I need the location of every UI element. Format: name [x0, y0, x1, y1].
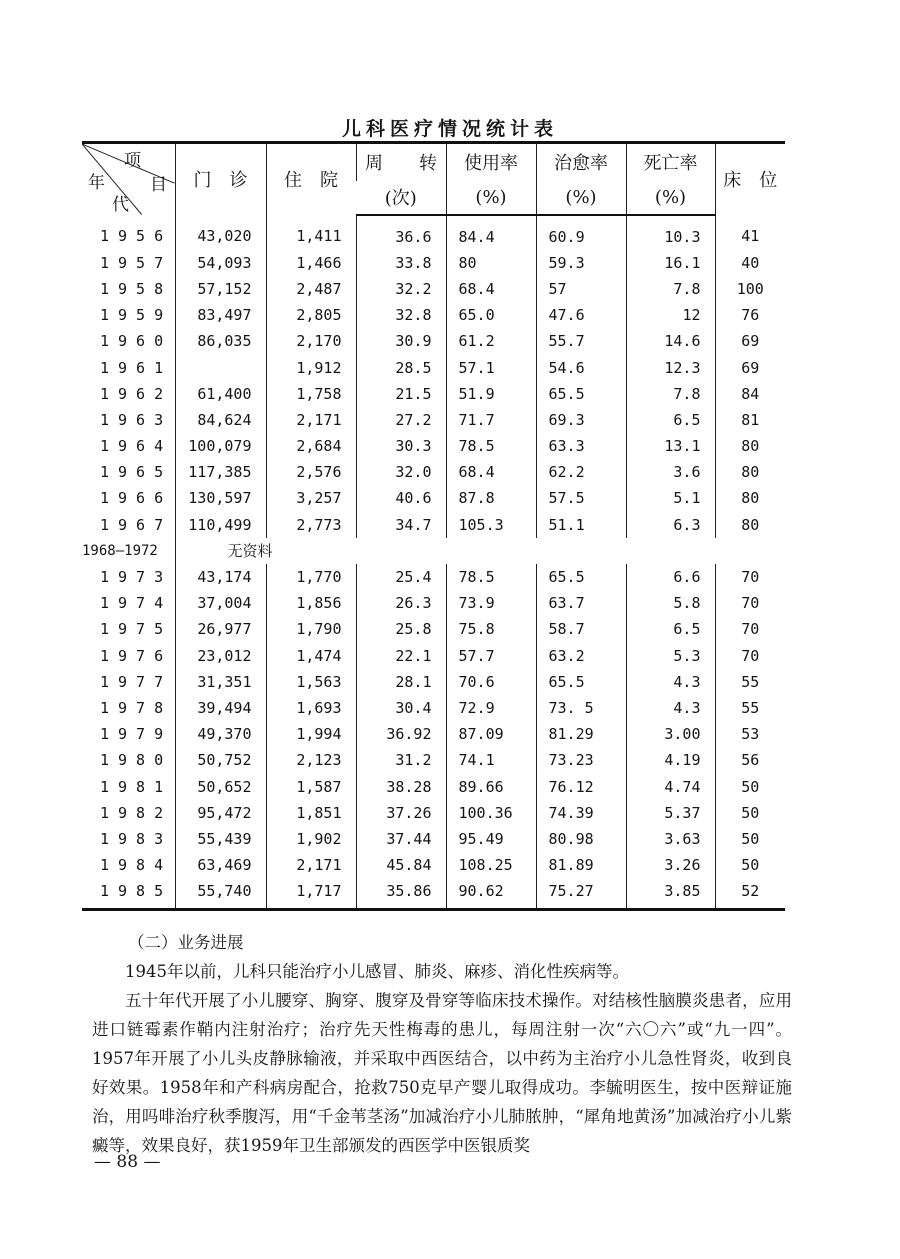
- year-cell: 1956: [100, 227, 173, 246]
- year-cell: 1978: [100, 698, 173, 717]
- table-row: [82, 433, 785, 459]
- value-cell: 40: [715, 250, 785, 276]
- value-cell: 50: [715, 800, 785, 826]
- year-cell: 1983: [100, 829, 173, 848]
- year-cell: 1976: [100, 646, 173, 665]
- year-cell: 1966: [100, 489, 173, 508]
- value-cell: 65.5: [536, 564, 626, 590]
- value-cell: 1,770: [266, 564, 356, 590]
- value-cell: 2,487: [266, 276, 356, 302]
- value-cell: 26.3: [356, 590, 446, 616]
- value-cell: 61.2: [446, 328, 536, 354]
- table-row: [82, 800, 785, 826]
- value-cell: 4.19: [626, 747, 715, 773]
- value-cell: 25.8: [356, 616, 446, 642]
- value-cell: 100.36: [446, 800, 536, 826]
- value-cell: 65.0: [446, 302, 536, 328]
- year-cell: 1957: [100, 253, 173, 272]
- value-cell: 70: [715, 643, 785, 669]
- year-cell: 1980: [100, 751, 173, 770]
- year-cell: 1975: [100, 620, 173, 639]
- value-cell: 6.3: [626, 512, 715, 538]
- value-cell: 84.4: [446, 215, 536, 250]
- value-cell: 55,740: [175, 878, 266, 910]
- value-cell: 75.27: [536, 878, 626, 910]
- value-cell: 87.09: [446, 721, 536, 747]
- value-cell: 30.3: [356, 433, 446, 459]
- corner-label-year: 年: [88, 173, 105, 193]
- year-cell: 1979: [100, 725, 173, 744]
- value-cell: 33.8: [356, 250, 446, 276]
- value-cell: 2,576: [266, 459, 356, 485]
- value-cell: 81.89: [536, 852, 626, 878]
- value-cell: 45.84: [356, 852, 446, 878]
- value-cell: 105.3: [446, 512, 536, 538]
- value-cell: 1,856: [266, 590, 356, 616]
- value-cell: 21.5: [356, 381, 446, 407]
- value-cell: 35.86: [356, 878, 446, 910]
- value-cell: 31.2: [356, 747, 446, 773]
- value-cell: 2,805: [266, 302, 356, 328]
- value-cell: 80: [715, 512, 785, 538]
- year-cell: 1958: [100, 279, 173, 298]
- value-cell: 1,693: [266, 695, 356, 721]
- year-cell: 1959: [100, 306, 173, 325]
- value-cell: 27.2: [356, 407, 446, 433]
- value-cell: 32.2: [356, 276, 446, 302]
- table-row: [82, 354, 785, 380]
- year-cell: 1981: [100, 777, 173, 796]
- value-cell: 55: [715, 695, 785, 721]
- table-row: [82, 459, 785, 485]
- value-cell: 6.5: [626, 407, 715, 433]
- value-cell: 69: [715, 354, 785, 380]
- value-cell: 80.98: [536, 826, 626, 852]
- paragraph: 1945年以前，儿科只能治疗小儿感冒、肺炎、麻疹、消化性疾病等。: [125, 962, 629, 981]
- year-cell: 1973: [100, 568, 173, 587]
- value-cell: 78.5: [446, 433, 536, 459]
- value-cell: 87.8: [446, 485, 536, 511]
- value-cell: 52: [715, 878, 785, 910]
- value-cell: 100,079: [175, 433, 266, 459]
- value-cell: 5.1: [626, 485, 715, 511]
- value-cell: 32.0: [356, 459, 446, 485]
- value-cell: 117,385: [175, 459, 266, 485]
- value-cell: 3.6: [626, 459, 715, 485]
- value-cell: 72.9: [446, 695, 536, 721]
- value-cell: 43,174: [175, 564, 266, 590]
- value-cell: [175, 354, 266, 380]
- table-row: [82, 747, 785, 773]
- value-cell: 5.37: [626, 800, 715, 826]
- value-cell: 84,624: [175, 407, 266, 433]
- value-cell: 2,773: [266, 512, 356, 538]
- header-cure: 治愈率: [536, 143, 626, 181]
- header-turnover: 周 转: [356, 143, 446, 181]
- value-cell: 1,717: [266, 878, 356, 910]
- value-cell: 86,035: [175, 328, 266, 354]
- value-cell: 63.7: [536, 590, 626, 616]
- value-cell: 70: [715, 616, 785, 642]
- value-cell: 14.6: [626, 328, 715, 354]
- value-cell: 30.9: [356, 328, 446, 354]
- no-data-note: 无资料: [175, 538, 785, 564]
- value-cell: 95,472: [175, 800, 266, 826]
- header-beds: 床 位: [715, 143, 785, 215]
- table-title: 儿科医疗情况统计表: [341, 118, 558, 140]
- value-cell: 34.7: [356, 512, 446, 538]
- value-cell: 3.00: [626, 721, 715, 747]
- value-cell: 5.8: [626, 590, 715, 616]
- value-cell: 6.6: [626, 564, 715, 590]
- value-cell: 1,411: [266, 215, 356, 250]
- value-cell: 5.3: [626, 643, 715, 669]
- value-cell: 70: [715, 590, 785, 616]
- value-cell: 25.4: [356, 564, 446, 590]
- header-turnover-unit: (次): [356, 181, 446, 215]
- table-row: [82, 695, 785, 721]
- value-cell: 57.5: [536, 485, 626, 511]
- header-usage-unit: (%): [446, 181, 536, 215]
- table-row: [82, 250, 785, 276]
- value-cell: 12.3: [626, 354, 715, 380]
- table-row: [82, 590, 785, 616]
- value-cell: 16.1: [626, 250, 715, 276]
- value-cell: 1,851: [266, 800, 356, 826]
- value-cell: 54.6: [536, 354, 626, 380]
- value-cell: 2,170: [266, 328, 356, 354]
- value-cell: 69.3: [536, 407, 626, 433]
- header-death: 死亡率: [626, 143, 715, 181]
- year-cell: 1964: [100, 437, 173, 456]
- value-cell: 1,587: [266, 773, 356, 799]
- table-row: [82, 773, 785, 799]
- value-cell: 37.26: [356, 800, 446, 826]
- value-cell: 71.7: [446, 407, 536, 433]
- pediatric-statistics-table: [82, 141, 785, 911]
- value-cell: 76: [715, 302, 785, 328]
- value-cell: 1,563: [266, 669, 356, 695]
- value-cell: 63.2: [536, 643, 626, 669]
- table-row: [82, 381, 785, 407]
- table-row: [82, 826, 785, 852]
- value-cell: 60.9: [536, 215, 626, 250]
- value-cell: 108.25: [446, 852, 536, 878]
- value-cell: 81.29: [536, 721, 626, 747]
- header-inpatient: 住 院: [266, 143, 356, 215]
- value-cell: 13.1: [626, 433, 715, 459]
- value-cell: 80: [446, 250, 536, 276]
- table-row: [82, 215, 785, 250]
- value-cell: 65.5: [536, 381, 626, 407]
- value-cell: 50,652: [175, 773, 266, 799]
- value-cell: 70: [715, 564, 785, 590]
- value-cell: 63,469: [175, 852, 266, 878]
- year-cell: 1961: [100, 358, 173, 377]
- value-cell: 28.5: [356, 354, 446, 380]
- value-cell: 80: [715, 459, 785, 485]
- value-cell: 57.7: [446, 643, 536, 669]
- value-cell: 70.6: [446, 669, 536, 695]
- value-cell: 130,597: [175, 485, 266, 511]
- table-row: [82, 512, 785, 538]
- value-cell: 50: [715, 773, 785, 799]
- value-cell: 23,012: [175, 643, 266, 669]
- value-cell: 51.1: [536, 512, 626, 538]
- value-cell: 100: [715, 276, 785, 302]
- value-cell: 31,351: [175, 669, 266, 695]
- value-cell: 4.74: [626, 773, 715, 799]
- value-cell: 49,370: [175, 721, 266, 747]
- value-cell: 1,994: [266, 721, 356, 747]
- value-cell: 73.23: [536, 747, 626, 773]
- value-cell: 80: [715, 433, 785, 459]
- value-cell: 7.8: [626, 381, 715, 407]
- value-cell: 74.1: [446, 747, 536, 773]
- value-cell: 2,684: [266, 433, 356, 459]
- page-number: — 88 —: [94, 1152, 161, 1172]
- value-cell: 36.6: [356, 215, 446, 250]
- value-cell: 80: [715, 485, 785, 511]
- table-row: [82, 407, 785, 433]
- value-cell: 2,123: [266, 747, 356, 773]
- value-cell: 55: [715, 669, 785, 695]
- value-cell: 7.8: [626, 276, 715, 302]
- value-cell: 95.49: [446, 826, 536, 852]
- no-data-row: [82, 538, 785, 564]
- value-cell: 73.9: [446, 590, 536, 616]
- value-cell: 12: [626, 302, 715, 328]
- value-cell: 4.3: [626, 695, 715, 721]
- value-cell: 10.3: [626, 215, 715, 250]
- value-cell: 36.92: [356, 721, 446, 747]
- value-cell: 58.7: [536, 616, 626, 642]
- table-row: [82, 669, 785, 695]
- value-cell: 1,758: [266, 381, 356, 407]
- year-cell: 1967: [100, 515, 173, 534]
- value-cell: 22.1: [356, 643, 446, 669]
- value-cell: 37,004: [175, 590, 266, 616]
- year-range-cell: 1968—1972: [82, 542, 158, 559]
- value-cell: 1,474: [266, 643, 356, 669]
- value-cell: 50: [715, 852, 785, 878]
- value-cell: 78.5: [446, 564, 536, 590]
- year-cell: 1963: [100, 410, 173, 429]
- table-row: [82, 302, 785, 328]
- table-row: [82, 564, 785, 590]
- value-cell: 74.39: [536, 800, 626, 826]
- value-cell: 69: [715, 328, 785, 354]
- corner-header: [82, 143, 175, 215]
- table-row: [82, 276, 785, 302]
- value-cell: 81: [715, 407, 785, 433]
- year-cell: 1965: [100, 463, 173, 482]
- table-body: [82, 215, 785, 910]
- value-cell: 59.3: [536, 250, 626, 276]
- table-row: [82, 643, 785, 669]
- value-cell: 3.26: [626, 852, 715, 878]
- value-cell: 3.63: [626, 826, 715, 852]
- value-cell: 1,466: [266, 250, 356, 276]
- value-cell: 55.7: [536, 328, 626, 354]
- value-cell: 56: [715, 747, 785, 773]
- table-row: [82, 721, 785, 747]
- value-cell: 38.28: [356, 773, 446, 799]
- value-cell: 50: [715, 826, 785, 852]
- table-row: [82, 852, 785, 878]
- section-heading: （二）业务进展: [128, 933, 244, 952]
- value-cell: 40.6: [356, 485, 446, 511]
- value-cell: 26,977: [175, 616, 266, 642]
- value-cell: 84: [715, 381, 785, 407]
- header-outpatient: 门 诊: [175, 143, 266, 215]
- value-cell: 51.9: [446, 381, 536, 407]
- corner-label-item: 项: [124, 151, 141, 171]
- table-row: [82, 616, 785, 642]
- value-cell: 43,020: [175, 215, 266, 250]
- table-row: [82, 878, 785, 910]
- value-cell: 63.3: [536, 433, 626, 459]
- value-cell: 41: [715, 215, 785, 250]
- year-cell: 1985: [82, 878, 175, 910]
- value-cell: 89.66: [446, 773, 536, 799]
- value-cell: 68.4: [446, 276, 536, 302]
- header-usage: 使用率: [446, 143, 536, 181]
- value-cell: 57,152: [175, 276, 266, 302]
- year-cell: 1960: [100, 332, 173, 351]
- value-cell: 57: [536, 276, 626, 302]
- header-cure-unit: (%): [536, 181, 626, 215]
- value-cell: 90.62: [446, 878, 536, 910]
- value-cell: 54,093: [175, 250, 266, 276]
- value-cell: 4.3: [626, 669, 715, 695]
- value-cell: 3,257: [266, 485, 356, 511]
- value-cell: 28.1: [356, 669, 446, 695]
- corner-label-era: 代: [112, 195, 129, 215]
- value-cell: 53: [715, 721, 785, 747]
- value-cell: 61,400: [175, 381, 266, 407]
- value-cell: 6.5: [626, 616, 715, 642]
- value-cell: 3.85: [626, 878, 715, 910]
- value-cell: 75.8: [446, 616, 536, 642]
- value-cell: 1,912: [266, 354, 356, 380]
- value-cell: 1,790: [266, 616, 356, 642]
- value-cell: 32.8: [356, 302, 446, 328]
- value-cell: 47.6: [536, 302, 626, 328]
- paragraph: 五十年代开展了小儿腰穿、胸穿、腹穿及骨穿等临床技术操作。对结核性脑膜炎患者，应用进口链霉素作鞘内注射治疗；治疗先天性梅毒的患儿，每周注射一次“六〇六”或“九一四”。1957年开展了小儿头皮静脉输液，并采取中西医结合，以中药为主治疗小儿急性肾炎，收到良好效果。1958年和产科病房配合，抢救750克早产婴儿取得成功。李毓明医生，按中医辩证施治，用吗啡治疗秋季腹泻，用“千金苇茎汤”加减治疗小儿肺脓肿，“犀角地黄汤”加减治疗小儿紫癜等，效果良好，获1959年卫生部颁发的西医学中医银质奖: [92, 991, 792, 1155]
- value-cell: 55,439: [175, 826, 266, 852]
- year-cell: 1977: [100, 672, 173, 691]
- table-row: [82, 485, 785, 511]
- value-cell: 2,171: [266, 407, 356, 433]
- value-cell: 62.2: [536, 459, 626, 485]
- value-cell: 76.12: [536, 773, 626, 799]
- table-row: [82, 328, 785, 354]
- header-death-unit: (%): [626, 181, 715, 215]
- year-cell: 1974: [100, 594, 173, 613]
- value-cell: 73. 5: [536, 695, 626, 721]
- value-cell: 37.44: [356, 826, 446, 852]
- year-cell: 1962: [100, 384, 173, 403]
- corner-label-item2: 目: [150, 175, 167, 195]
- value-cell: 39,494: [175, 695, 266, 721]
- value-cell: 50,752: [175, 747, 266, 773]
- year-cell: 1982: [100, 803, 173, 822]
- value-cell: 1,902: [266, 826, 356, 852]
- value-cell: 83,497: [175, 302, 266, 328]
- year-cell: 1984: [100, 856, 173, 875]
- value-cell: 65.5: [536, 669, 626, 695]
- value-cell: 110,499: [175, 512, 266, 538]
- body-text: [92, 928, 792, 1160]
- value-cell: 2,171: [266, 852, 356, 878]
- value-cell: 30.4: [356, 695, 446, 721]
- value-cell: 68.4: [446, 459, 536, 485]
- value-cell: 57.1: [446, 354, 536, 380]
